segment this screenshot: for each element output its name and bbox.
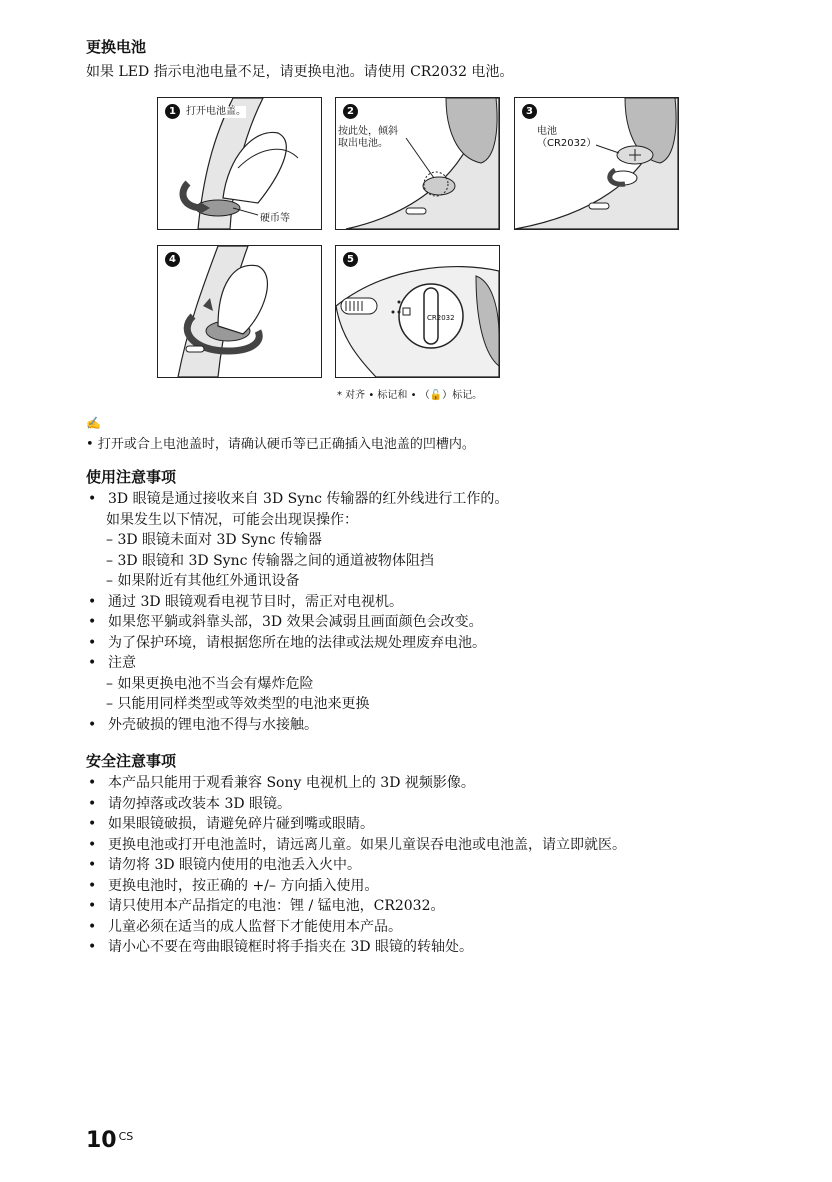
step-3-drawing [515, 98, 678, 229]
list-item: • 本产品只能用于观看兼容 Sony 电视机上的 3D 视频影像。 [86, 773, 626, 794]
section-title-battery: 更换电池 [86, 38, 147, 56]
list-item: • 请勿掉落或改装本 3D 眼镜。 [86, 794, 626, 815]
note-bullet: • [86, 437, 98, 452]
list-item: – 如果附近有其他红外通讯设备 [106, 573, 300, 589]
list-item: • 3D 眼镜是通过接收来自 3D Sync 传输器的红外线进行工作的。 [86, 489, 508, 510]
list-item: • 外壳破损的锂电池不得与水接触。 [86, 715, 508, 736]
step-4-number: 4 [165, 252, 180, 267]
list-item: • 请小心不要在弯曲眼镜框时将手指夹在 3D 眼镜的转轴处。 [86, 937, 626, 958]
list-item: • 为了保护环境，请根据您所在地的法律或法规处理废弃电池。 [86, 633, 508, 654]
section-title-usage: 使用注意事项 [86, 468, 177, 486]
step-5-drawing [336, 246, 499, 377]
list-item: • 注意 [86, 653, 508, 674]
step-1-illustration [157, 97, 322, 230]
list-item: – 3D 眼镜和 3D Sync 传输器之间的通道被物体阻挡 [106, 552, 434, 569]
step-3-number: 3 [522, 104, 537, 119]
list-item: – 只能用同样类型或等效类型的电池来更换 [106, 696, 370, 712]
list-item: • 更换电池或打开电池盖时，请远离儿童。如果儿童误吞电池或电池盖，请立即就医。 [86, 835, 626, 856]
step-4-drawing [158, 246, 321, 377]
list-item: • 通过 3D 眼镜观看电视节目时，需正对电视机。 [86, 592, 508, 613]
step-2-number: 2 [343, 104, 358, 119]
note-text [86, 433, 475, 452]
step-4-illustration [157, 245, 322, 378]
step-2-label-line2: 取出电池。 [338, 138, 388, 149]
list-item: • 如果您平躺或斜靠头部，3D 效果会减弱且画面颜色会改变。 [86, 612, 508, 633]
note-text-body: 打开或合上电池盖时，请确认硬币等已正确插入电池盖的凹槽内。 [97, 437, 475, 452]
page-number [86, 1128, 133, 1153]
list-item: 如果发生以下情况，可能会出现误操作： [106, 511, 358, 528]
step-5-number: 5 [343, 252, 358, 267]
list-item: • 如果眼镜破损，请避免碎片碰到嘴或眼睛。 [86, 814, 626, 835]
step-3-label-line2: （CR2032） [537, 138, 597, 149]
step-2-label-line1: 按此处，倾斜 [338, 126, 398, 137]
illustration-caption: * 对齐 • 标记和 • （🔓）标记。 [337, 390, 483, 401]
step-1-coin-label: 硬币等 [260, 213, 290, 224]
usage-list [86, 489, 508, 735]
list-item: – 3D 眼镜未面对 3D Sync 传输器 [106, 532, 322, 548]
step-3-illustration [514, 97, 679, 230]
list-item: • 请勿将 3D 眼镜内使用的电池丢入火中。 [86, 855, 626, 876]
step-5-illustration [335, 245, 500, 378]
step-2-illustration [335, 97, 500, 230]
battery-intro: 如果 LED 指示电池电量不足，请更换电池。请使用 CR2032 电池。 [86, 64, 514, 80]
step-2-drawing [336, 98, 499, 229]
step-1-number: 1 [165, 104, 180, 119]
section-title-safety: 安全注意事项 [86, 752, 177, 770]
list-item: – 如果更换电池不当会有爆炸危险 [106, 675, 314, 692]
list-item: • 儿童必须在适当的成人监督下才能使用本产品。 [86, 917, 626, 938]
step-1-title: 打开电池盖。 [186, 106, 246, 117]
step-5-battery-label: CR2032 [427, 314, 455, 322]
step-3-label-line1: 电池 [537, 126, 557, 137]
page-suffix: CS [118, 1130, 134, 1143]
page-number-value: 10 [86, 1128, 117, 1153]
pencil-note-icon: ✍ [86, 416, 101, 430]
list-item: • 更换电池时，按正确的 +/– 方向插入使用。 [86, 876, 626, 897]
list-item: • 请只使用本产品指定的电池：锂 / 锰电池，CR2032。 [86, 896, 626, 917]
safety-list [86, 773, 626, 958]
